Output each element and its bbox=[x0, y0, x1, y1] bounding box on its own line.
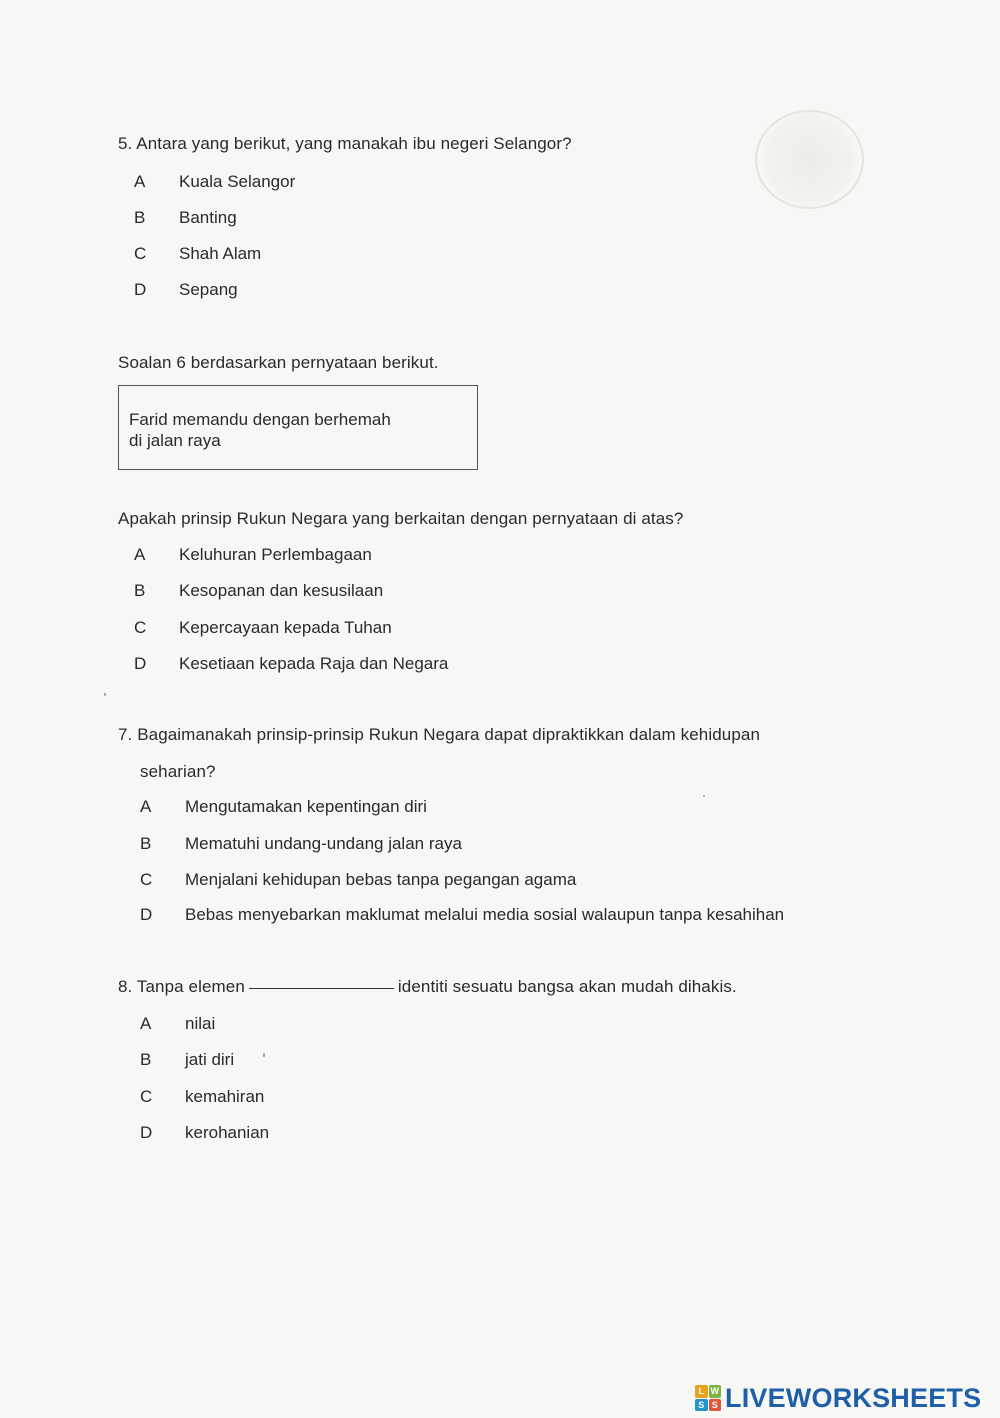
option-text: Kesopanan dan kesusilaan bbox=[179, 581, 384, 600]
q8-option-a[interactable] bbox=[140, 1014, 215, 1034]
question-7-text-line-2: seharian? bbox=[140, 762, 216, 781]
option-letter: D bbox=[140, 905, 153, 924]
scan-speck bbox=[703, 795, 705, 797]
statement-box bbox=[118, 385, 478, 470]
option-letter: C bbox=[140, 870, 153, 889]
liveworksheets-wordmark: LIVEWORKSHEETS bbox=[725, 1382, 982, 1413]
liveworksheets-logo bbox=[695, 1383, 981, 1413]
option-letter: A bbox=[140, 797, 152, 816]
option-text: Banting bbox=[179, 208, 237, 227]
option-text: Bebas menyebarkan maklumat melalui media sosial walaupun tanpa kesahihan bbox=[185, 905, 785, 924]
option-letter: D bbox=[134, 654, 147, 673]
q5-option-b[interactable] bbox=[134, 208, 237, 228]
question-7-text-line-1: 7. Bagaimanakah prinsip-prinsip Rukun Negara dapat dipraktikkan dalam kehidupan bbox=[118, 725, 761, 744]
option-letter: C bbox=[134, 618, 147, 637]
question-8-text-after: identiti sesuatu bangsa akan mudah dihakis. bbox=[397, 977, 737, 996]
q7-option-c[interactable] bbox=[140, 870, 576, 890]
option-letter: B bbox=[140, 834, 152, 853]
q5-option-d[interactable] bbox=[134, 280, 238, 300]
q5-option-a[interactable] bbox=[134, 172, 295, 192]
option-letter: A bbox=[140, 1014, 152, 1033]
option-letter: D bbox=[134, 280, 147, 299]
q7-option-d[interactable] bbox=[140, 905, 784, 925]
statement-line-1: Farid memandu dengan berhemah bbox=[129, 410, 391, 429]
option-text: Sepang bbox=[179, 280, 238, 299]
option-text: jati diri bbox=[185, 1050, 235, 1069]
q7-option-b[interactable] bbox=[140, 834, 462, 854]
question-5-text: 5. Antara yang berikut, yang manakah ibu negeri Selangor? bbox=[118, 134, 572, 153]
liveworksheets-icon bbox=[695, 1385, 721, 1411]
scan-speck bbox=[104, 693, 106, 696]
fill-in-blank bbox=[249, 988, 394, 989]
question-8-text-before: 8. Tanpa elemen bbox=[118, 977, 245, 996]
option-text: Kepercayaan kepada Tuhan bbox=[179, 618, 392, 637]
option-text: Shah Alam bbox=[179, 244, 262, 263]
q7-option-a[interactable] bbox=[140, 797, 427, 817]
q6-option-b[interactable] bbox=[134, 581, 383, 601]
option-letter: A bbox=[134, 172, 146, 191]
q6-option-d[interactable] bbox=[134, 654, 448, 674]
option-text: Kesetiaan kepada Raja dan Negara bbox=[179, 654, 449, 673]
option-letter: B bbox=[140, 1050, 152, 1069]
q6-option-a[interactable] bbox=[134, 545, 372, 565]
q8-option-d[interactable] bbox=[140, 1123, 269, 1143]
option-letter: B bbox=[134, 581, 146, 600]
option-text: Kuala Selangor bbox=[179, 172, 296, 191]
q8-option-c[interactable] bbox=[140, 1087, 264, 1107]
logo-icon-letter: S bbox=[709, 1399, 722, 1412]
question-8-text bbox=[118, 977, 737, 997]
logo-icon-letter: L bbox=[695, 1385, 708, 1398]
option-letter: C bbox=[140, 1087, 153, 1106]
q5-option-c[interactable] bbox=[134, 244, 261, 264]
option-text: Mengutamakan kepentingan diri bbox=[185, 797, 427, 816]
scan-speck bbox=[263, 1053, 265, 1057]
logo-icon-letter: W bbox=[710, 1386, 719, 1396]
question-6-text: Apakah prinsip Rukun Negara yang berkaitan dengan pernyataan di atas? bbox=[118, 509, 684, 528]
option-text: nilai bbox=[185, 1014, 216, 1033]
option-text: kerohanian bbox=[185, 1123, 270, 1142]
bleed-through-seal bbox=[755, 110, 864, 209]
option-letter: C bbox=[134, 244, 147, 263]
option-text: kemahiran bbox=[185, 1087, 265, 1106]
option-letter: A bbox=[134, 545, 146, 564]
option-text: Mematuhi undang-undang jalan raya bbox=[185, 834, 462, 853]
question-6-intro: Soalan 6 berdasarkan pernyataan berikut. bbox=[118, 353, 439, 372]
option-text: Menjalani kehidupan bebas tanpa pegangan agama bbox=[185, 870, 577, 889]
statement-line-2: di jalan raya bbox=[129, 431, 221, 450]
logo-icon-letter: S bbox=[695, 1399, 708, 1412]
q6-option-c[interactable] bbox=[134, 618, 392, 638]
q8-option-b[interactable] bbox=[140, 1050, 234, 1070]
option-letter: B bbox=[134, 208, 146, 227]
option-text: Keluhuran Perlembagaan bbox=[179, 545, 372, 564]
option-letter: D bbox=[140, 1123, 153, 1142]
